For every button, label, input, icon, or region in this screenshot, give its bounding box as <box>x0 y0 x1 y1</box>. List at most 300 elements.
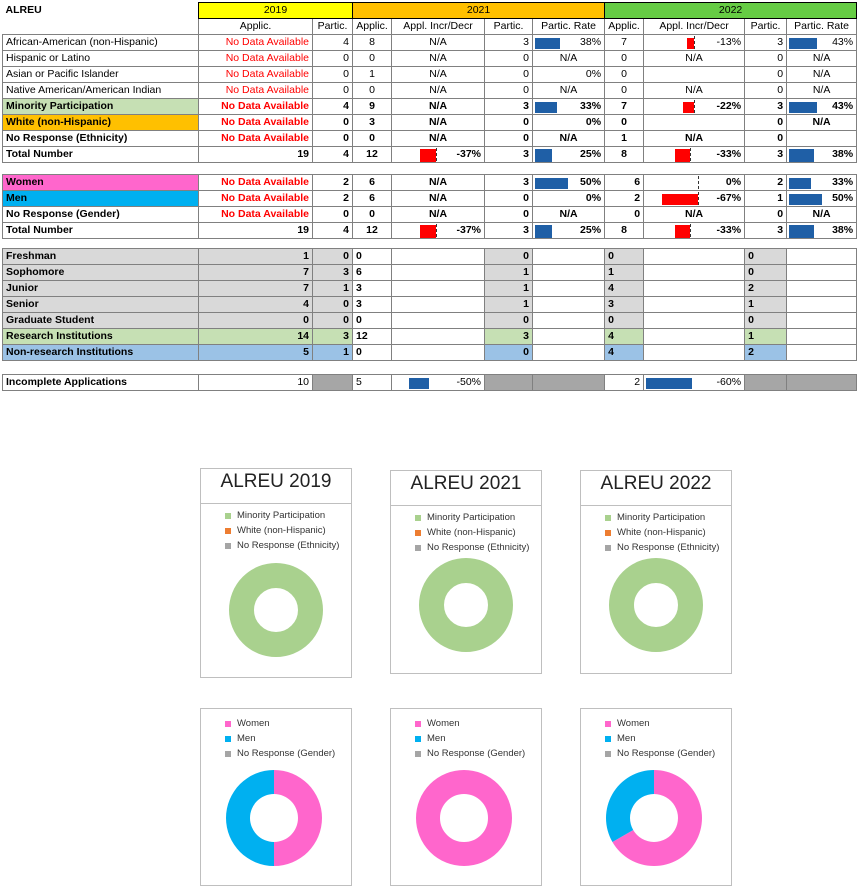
applic-2022: 2 <box>605 191 644 207</box>
applic-2019: 0 <box>199 313 313 329</box>
chart-title-box <box>200 468 352 504</box>
zero-line <box>694 36 695 49</box>
partic-2019: 0 <box>313 131 353 147</box>
empty-cell <box>533 265 605 281</box>
incr-2021: N/A <box>392 207 485 223</box>
empty-cell <box>787 281 857 297</box>
applic-2022: 1 <box>605 131 644 147</box>
partic-2021: 3 <box>485 329 533 345</box>
applic-2021: 0 <box>353 131 392 147</box>
incr-2022 <box>644 207 745 223</box>
applic-2021: 0 <box>353 249 392 265</box>
incr-2022 <box>644 131 745 147</box>
partic-2021: 1 <box>485 265 533 281</box>
chart-legend <box>415 510 529 555</box>
partic-2019: 0 <box>313 115 353 131</box>
table-row <box>3 99 857 115</box>
applic-2022: 0 <box>605 115 644 131</box>
empty-cell <box>644 281 745 297</box>
cell-value: -67% <box>716 192 742 204</box>
legend-swatch <box>415 545 421 551</box>
legend-label: No Response (Gender) <box>237 748 336 759</box>
legend-swatch <box>605 721 611 727</box>
total-rate-2021 <box>533 147 605 163</box>
applic-2022: 1 <box>605 265 644 281</box>
rate-bar <box>535 178 568 189</box>
legend-swatch <box>605 736 611 742</box>
chart-legend <box>225 716 335 761</box>
legend-item <box>225 538 339 553</box>
legend-item <box>225 716 335 731</box>
legend-item <box>225 523 339 538</box>
partic-2019: 0 <box>313 51 353 67</box>
partic-2019: 4 <box>313 99 353 115</box>
incr-2022 <box>644 51 745 67</box>
rate-bar <box>789 225 814 239</box>
cell-value: 25% <box>580 148 602 160</box>
gender-total-section <box>3 223 857 239</box>
applic-2019: 10 <box>199 375 313 391</box>
partic-2022: 0 <box>745 207 787 223</box>
cell-value: 33% <box>580 100 602 112</box>
empty-cell <box>644 345 745 361</box>
empty-cell <box>644 265 745 281</box>
applic-2022: 0 <box>605 83 644 99</box>
table-row <box>3 35 857 51</box>
empty-cell <box>787 265 857 281</box>
total-partic-2019: 4 <box>313 147 353 163</box>
cell-value: 25% <box>580 224 602 236</box>
cell-value: -33% <box>716 148 742 160</box>
total-rate-2022 <box>787 147 857 163</box>
legend-label: No Response (Ethnicity) <box>427 542 530 553</box>
partic-2022: 1 <box>745 297 787 313</box>
donut-slice-0 <box>242 576 311 645</box>
applic-2019: 1 <box>199 249 313 265</box>
applic-2021: 0 <box>353 313 392 329</box>
empty-cell <box>644 313 745 329</box>
zero-line <box>436 224 437 237</box>
legend-swatch <box>225 528 231 534</box>
change-bar <box>687 38 694 49</box>
partic-2021: 0 <box>485 67 533 83</box>
partic-2019: 0 <box>313 67 353 83</box>
empty-cell <box>392 313 485 329</box>
legend-swatch <box>225 736 231 742</box>
legend-item <box>605 510 719 525</box>
cell-value: -22% <box>716 100 742 112</box>
legend-item <box>605 716 715 731</box>
col-applic-2022: Applic. <box>605 19 644 35</box>
table-row <box>3 297 857 313</box>
legend-label: White (non-Hispanic) <box>617 527 706 538</box>
rate-2021 <box>533 99 605 115</box>
applic-2021: 6 <box>353 265 392 281</box>
total-rate-2022 <box>787 223 857 239</box>
donut-slice-0 <box>622 571 691 640</box>
legend-item <box>605 746 715 761</box>
column-header-row <box>3 19 857 35</box>
empty-cell <box>392 297 485 313</box>
table-row <box>3 313 857 329</box>
cell-value: -50% <box>456 376 482 388</box>
incr-2021: N/A <box>392 67 485 83</box>
empty-cell <box>533 345 605 361</box>
cell-value: N/A <box>685 132 704 144</box>
applic-2021: 1 <box>353 67 392 83</box>
row-label: Men <box>3 191 199 207</box>
partic-2019: 0 <box>313 207 353 223</box>
applic-2019: 7 <box>199 281 313 297</box>
partic-2019: 3 <box>313 265 353 281</box>
cell-value: -33% <box>716 224 742 236</box>
partic-2022: 0 <box>745 249 787 265</box>
empty-cell <box>787 345 857 361</box>
total-row <box>3 147 857 163</box>
applic-2022: 0 <box>605 207 644 223</box>
applic-2022: 0 <box>605 51 644 67</box>
cell-value: N/A <box>559 52 578 64</box>
chart-title: ALREU 2021 <box>410 473 522 494</box>
cell-value: 0% <box>585 192 602 204</box>
empty-cell <box>533 249 605 265</box>
empty-cell <box>533 329 605 345</box>
table-row <box>3 83 857 99</box>
partic-2021: 1 <box>485 281 533 297</box>
rate-bar <box>789 149 814 163</box>
ethnicity-total-section <box>3 147 857 163</box>
chart-title: ALREU 2022 <box>600 473 712 494</box>
legend-label: No Response (Ethnicity) <box>237 540 340 551</box>
cell-value: 0% <box>585 68 602 80</box>
legend-item <box>225 508 339 523</box>
applic-2019: 7 <box>199 265 313 281</box>
incr-2022 <box>644 115 745 131</box>
legend-item <box>415 525 529 540</box>
total-applic-2019: 19 <box>199 223 313 239</box>
incr-2021: N/A <box>392 131 485 147</box>
legend-item <box>605 540 719 555</box>
rate-bar <box>535 102 557 113</box>
rate-bar <box>789 178 811 189</box>
cell-value: 0% <box>725 176 742 188</box>
legend-label: Men <box>617 733 636 744</box>
cell-value: 38% <box>580 36 602 48</box>
applic-2019: 5 <box>199 345 313 361</box>
partic-2022: 0 <box>745 83 787 99</box>
empty-cell <box>787 329 857 345</box>
rate-2022 <box>787 191 857 207</box>
legend-label: White (non-Hispanic) <box>237 525 326 536</box>
applic-2021: 3 <box>353 297 392 313</box>
incomplete-row <box>3 375 857 391</box>
partic-2019: 0 <box>313 313 353 329</box>
cell-value: N/A <box>812 68 831 80</box>
cell-value: N/A <box>812 208 831 220</box>
applic-2022: 0 <box>605 313 644 329</box>
row-label: African-American (non-Hispanic) <box>3 35 199 51</box>
chart-title: ALREU 2019 <box>220 471 332 492</box>
change-bar <box>409 378 429 389</box>
empty-cell <box>392 265 485 281</box>
col-partic-2022: Partic. <box>745 19 787 35</box>
legend-label: Minority Participation <box>617 512 706 523</box>
legend-label: Men <box>427 733 446 744</box>
legend-label: White (non-Hispanic) <box>427 527 516 538</box>
incr-2021: N/A <box>392 51 485 67</box>
rate-2021 <box>533 131 605 147</box>
total-rate-2021 <box>533 223 605 239</box>
applic-2019: 14 <box>199 329 313 345</box>
row-label: Sophomore <box>3 265 199 281</box>
year-2019: 2019 <box>199 3 353 19</box>
cell-value: 50% <box>832 192 854 204</box>
table-row <box>3 281 857 297</box>
partic-2019: 0 <box>313 83 353 99</box>
cell-value: N/A <box>812 52 831 64</box>
legend-item <box>415 746 525 761</box>
partic-2022: 0 <box>745 131 787 147</box>
legend-label: Women <box>427 718 460 729</box>
row-label: Non-research Institutions <box>3 345 199 361</box>
partic-2022: 0 <box>745 313 787 329</box>
rate-2022 <box>787 51 857 67</box>
chart-title-box <box>580 470 732 506</box>
empty-cell <box>533 313 605 329</box>
partic-2019: 4 <box>313 35 353 51</box>
zero-line <box>690 148 691 161</box>
empty-cell <box>533 297 605 313</box>
applic-2022: 0 <box>605 249 644 265</box>
cell-value: N/A <box>685 52 703 64</box>
total-incr-2022 <box>644 223 745 239</box>
partic-2021: 0 <box>485 191 533 207</box>
row-label: Incomplete Applications <box>3 375 199 391</box>
applic-2022: 0 <box>605 67 644 83</box>
total-row <box>3 223 857 239</box>
applic-2021: 3 <box>353 115 392 131</box>
no-data-cell: No Data Available <box>199 207 313 223</box>
total-partic-2021: 3 <box>485 223 533 239</box>
no-data-cell: No Data Available <box>199 131 313 147</box>
legend-swatch <box>415 721 421 727</box>
row-label: Women <box>3 175 199 191</box>
incr-2021: N/A <box>392 191 485 207</box>
spacer-row <box>3 163 857 175</box>
rate-2021 <box>533 207 605 223</box>
rate-bar <box>789 194 822 205</box>
year-2021: 2021 <box>353 3 605 19</box>
incr-2021: N/A <box>392 35 485 51</box>
donut-chart <box>418 557 514 653</box>
empty-cell <box>533 281 605 297</box>
rate-2021 <box>533 67 605 83</box>
legend-item <box>415 510 529 525</box>
no-data-cell: No Data Available <box>199 99 313 115</box>
zero-line <box>694 100 695 113</box>
table-row <box>3 115 857 131</box>
partic-2019: 3 <box>313 329 353 345</box>
partic-2021: 0 <box>485 115 533 131</box>
no-data-cell: No Data Available <box>199 175 313 191</box>
col-partic-2021: Partic. <box>485 19 533 35</box>
applic-2021: 6 <box>353 175 392 191</box>
applic-2021: 0 <box>353 51 392 67</box>
total-incr-2022 <box>644 147 745 163</box>
year-2022: 2022 <box>605 3 857 19</box>
zero-line <box>690 224 691 237</box>
applic-2022: 7 <box>605 99 644 115</box>
incomplete-section <box>3 375 857 391</box>
donut-chart <box>608 557 704 653</box>
incr-2021: N/A <box>392 99 485 115</box>
legend-item <box>225 731 335 746</box>
rate-2022 <box>787 115 857 131</box>
legend-label: No Response (Gender) <box>617 748 716 759</box>
rate-bar <box>535 149 552 163</box>
cell-value: N/A <box>559 84 578 96</box>
empty-cell <box>787 249 857 265</box>
cell-value: -13% <box>716 36 742 48</box>
legend-item <box>415 716 525 731</box>
applic-2021: 9 <box>353 99 392 115</box>
applic-2022: 7 <box>605 35 644 51</box>
partic-2021: 3 <box>485 175 533 191</box>
table-row <box>3 207 857 223</box>
rate-2022 <box>787 67 857 83</box>
empty-cell <box>392 329 485 345</box>
donut-chart <box>225 769 323 867</box>
incr-2021: N/A <box>392 175 485 191</box>
total-partic-2022: 3 <box>745 147 787 163</box>
cell-value: N/A <box>812 116 831 128</box>
partic-2021: 0 <box>485 207 533 223</box>
applic-2021: 3 <box>353 281 392 297</box>
incr-2021: N/A <box>392 115 485 131</box>
chart-legend <box>605 510 719 555</box>
total-partic-2021: 3 <box>485 147 533 163</box>
donut-chart <box>415 769 513 867</box>
partic-2022: 0 <box>745 115 787 131</box>
table-row <box>3 175 857 191</box>
zero-line <box>436 148 437 161</box>
table-row <box>3 191 857 207</box>
applic-2022: 3 <box>605 297 644 313</box>
applic-2022: 4 <box>605 329 644 345</box>
total-applic-2021: 12 <box>353 223 392 239</box>
blank-cell <box>3 19 199 35</box>
cell-value: -37% <box>456 148 482 160</box>
cell-value: -37% <box>456 224 482 236</box>
row-label: Freshman <box>3 249 199 265</box>
cell-value: 43% <box>832 36 854 48</box>
change-bar <box>662 194 698 205</box>
table-row <box>3 329 857 345</box>
year-header-row <box>3 3 857 19</box>
rate-2021 <box>533 35 605 51</box>
legend-swatch <box>225 513 231 519</box>
applic-2021: 6 <box>353 191 392 207</box>
legend-swatch <box>605 545 611 551</box>
gender-section <box>3 175 857 223</box>
spacer-row <box>3 361 857 375</box>
change-bar <box>675 225 690 239</box>
cell-value: N/A <box>559 208 578 220</box>
rate-bar <box>789 102 817 113</box>
donut-slice-0 <box>428 782 500 854</box>
applic-2021: 8 <box>353 35 392 51</box>
partic-2022: 3 <box>745 35 787 51</box>
no-data-cell: No Data Available <box>199 191 313 207</box>
legend-swatch <box>605 515 611 521</box>
shaded-cell <box>787 375 857 391</box>
partic-2022: 0 <box>745 51 787 67</box>
row-label: Hispanic or Latino <box>3 51 199 67</box>
cell-value: N/A <box>559 132 578 144</box>
change-bar <box>683 102 694 113</box>
col-incr-2021: Appl. Incr/Decr <box>392 19 485 35</box>
table-row <box>3 265 857 281</box>
legend-label: No Response (Ethnicity) <box>617 542 720 553</box>
rate-2021 <box>533 191 605 207</box>
incr-2022 <box>644 175 745 191</box>
shaded-cell <box>485 375 533 391</box>
partic-2022: 2 <box>745 281 787 297</box>
legend-swatch <box>225 751 231 757</box>
rate-2022 <box>787 175 857 191</box>
partic-2021: 0 <box>485 51 533 67</box>
partic-2022: 0 <box>745 67 787 83</box>
empty-cell <box>787 313 857 329</box>
partic-2021: 0 <box>485 83 533 99</box>
col-rate-2021: Partic. Rate <box>533 19 605 35</box>
row-label: Graduate Student <box>3 313 199 329</box>
cell-value: N/A <box>812 84 831 96</box>
shaded-cell <box>745 375 787 391</box>
partic-2022: 0 <box>745 265 787 281</box>
rate-2021 <box>533 83 605 99</box>
donut-chart <box>228 562 324 658</box>
rate-2022 <box>787 83 857 99</box>
spacer-row <box>3 239 857 249</box>
total-applic-2022: 8 <box>605 147 644 163</box>
partic-2022: 1 <box>745 329 787 345</box>
rate-bar <box>789 38 817 49</box>
incr-2022 <box>644 99 745 115</box>
partic-2021: 0 <box>485 313 533 329</box>
partic-2021: 1 <box>485 297 533 313</box>
applic-2021: 12 <box>353 329 392 345</box>
cell-value: 43% <box>832 100 854 112</box>
cell-value: 33% <box>832 176 854 188</box>
legend-label: Men <box>237 733 256 744</box>
partic-2021: 0 <box>485 345 533 361</box>
cell-value: 50% <box>580 176 602 188</box>
applic-2022: 6 <box>605 175 644 191</box>
chart-legend <box>605 716 715 761</box>
partic-2019: 1 <box>313 281 353 297</box>
cell-value: 0% <box>585 116 602 128</box>
zero-line <box>698 176 699 189</box>
empty-cell <box>787 297 857 313</box>
no-data-cell: No Data Available <box>199 51 313 67</box>
legend-item <box>415 731 525 746</box>
rate-bar <box>535 225 552 239</box>
partic-2019: 0 <box>313 297 353 313</box>
partic-2019: 2 <box>313 175 353 191</box>
partic-2022: 2 <box>745 345 787 361</box>
row-label: No Response (Gender) <box>3 207 199 223</box>
